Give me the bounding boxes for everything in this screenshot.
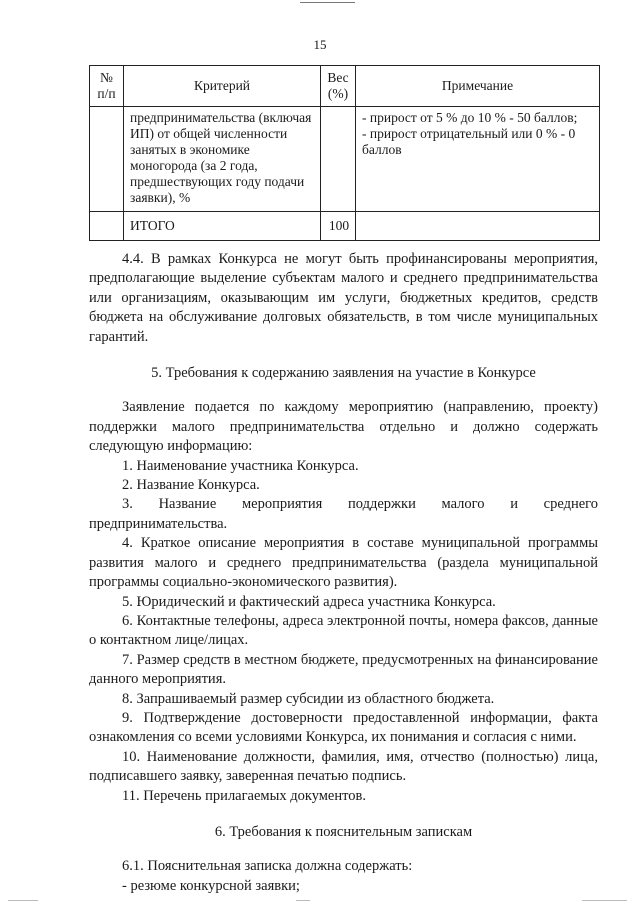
paragraph-4-4: 4.4. В рамках Конкурса не могут быть профинансированы мероприятия, предполагающие выделение субъектам малого и среднего предпринимательства или организациям, оказывающим им услуги, бюджетных кредитов, средств бюджета на обслуживание долговых обязательств, в том числе муниципальных гарантий. xyxy=(89,251,598,345)
list-item: - резюме конкурсной заявки; xyxy=(122,877,300,894)
total-number xyxy=(90,212,124,241)
list-item: 7. Размер средств в местном бюджете, предусмотренных на финансирование данного мероприятия. xyxy=(89,651,598,688)
row-weight xyxy=(321,107,356,212)
list-item: 4. Краткое описание мероприятия в составе муниципальной программы развития малого и среднего предпринимательства (раздела муниципальной программы социально-экономического развития). xyxy=(89,535,598,591)
list-item: 11. Перечень прилагаемых документов. xyxy=(122,787,366,804)
header-criterion: Критерий xyxy=(124,66,321,107)
total-label: ИТОГО xyxy=(124,212,321,241)
list-item: 8. Запрашиваемый размер субсидии из областного бюджета. xyxy=(122,690,495,707)
section-6-heading: 6. Требования к пояснительным запискам xyxy=(214,823,473,840)
note-line: - прирост от 5 % до 10 % - 50 баллов; xyxy=(362,110,578,125)
list-item: 10. Наименование должности, фамилия, имя, отчество (полностью) лица, подписавшего заявку, заверенная печатью подпись. xyxy=(89,748,598,785)
page-number: 15 xyxy=(313,37,327,52)
list-item: 2. Название Конкурса. xyxy=(122,477,260,494)
list-item: 3. Название мероприятия поддержки малого и среднего предпринимательства. xyxy=(89,496,598,532)
header-number: № п/п xyxy=(90,66,124,107)
list-item: 9. Подтверждение достоверности предоставленной информации, факта ознакомления со всеми условиями Конкурса, их понимания и согласия с ними. xyxy=(89,709,598,746)
top-divider xyxy=(300,2,355,3)
section-5-heading: 5. Требования к содержанию заявления на участие в Конкурсе xyxy=(151,365,536,382)
bottom-rule-right xyxy=(582,900,627,901)
header-note: Примечание xyxy=(356,66,600,107)
total-weight: 100 xyxy=(321,212,356,241)
list-item: 1. Наименование участника Конкурса. xyxy=(122,457,359,474)
list-item: 5. Юридический и фактический адреса участника Конкурса. xyxy=(122,593,496,610)
table-header-row xyxy=(90,66,600,107)
note-line: - прирост отрицательный или 0 % - 0 баллов xyxy=(362,126,576,157)
table-row xyxy=(90,107,600,212)
row-note xyxy=(356,107,600,212)
bottom-rule-left xyxy=(8,900,38,901)
bottom-rule-center xyxy=(296,900,310,901)
paragraph-6-1: 6.1. Пояснительная записка должна содержать: xyxy=(122,858,413,875)
header-weight: Вес (%) xyxy=(321,66,356,107)
criteria-table xyxy=(89,65,600,241)
list-item: 6. Контактные телефоны, адреса электронной почты, номера факсов, данные о контактном лице/лицах. xyxy=(89,612,598,649)
row-criterion: предпринимательства (включая ИП) от общей численности занятых в экономике моногорода (за 2 года, предшествующих году подачи заявки), % xyxy=(124,107,321,212)
section-5-intro: Заявление подается по каждому мероприятию (направлению, проекту) поддержки малого предпринимательства отдельно и должно содержать следующую информацию: xyxy=(89,399,598,455)
row-number xyxy=(90,107,124,212)
document-body xyxy=(89,250,598,896)
total-row xyxy=(90,212,600,241)
total-note xyxy=(356,212,600,241)
